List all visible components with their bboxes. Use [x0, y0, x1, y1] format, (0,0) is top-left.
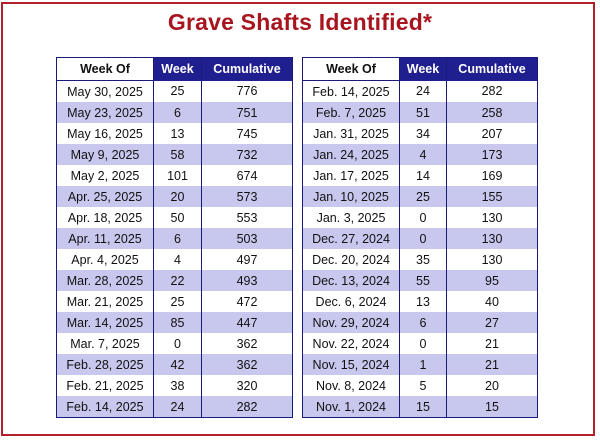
table-row — [57, 186, 293, 207]
table-row — [57, 102, 293, 123]
week-of-cell: May 9, 2025 — [57, 144, 154, 165]
cumulative-cell: 751 — [202, 102, 293, 123]
week-cell: 55 — [400, 270, 447, 291]
cumulative-cell: 20 — [447, 375, 538, 396]
week-of-cell: May 30, 2025 — [57, 81, 154, 103]
week-of-cell: Feb. 14, 2025 — [57, 396, 154, 418]
table-row — [57, 207, 293, 228]
right-header-row — [303, 58, 538, 81]
week-of-cell: Mar. 28, 2025 — [57, 270, 154, 291]
header-week-of: Week Of — [57, 58, 154, 81]
table-row — [303, 291, 538, 312]
table-row — [303, 186, 538, 207]
page-title: Grave Shafts Identified* — [167, 9, 433, 35]
week-cell: 13 — [154, 123, 202, 144]
week-cell: 25 — [154, 291, 202, 312]
table-row — [57, 249, 293, 270]
header-week: Week — [154, 58, 202, 81]
cumulative-cell: 27 — [447, 312, 538, 333]
cumulative-cell: 258 — [447, 102, 538, 123]
table-row — [57, 270, 293, 291]
week-cell: 85 — [154, 312, 202, 333]
table-row — [57, 81, 293, 103]
cumulative-cell: 320 — [202, 375, 293, 396]
week-cell: 0 — [400, 333, 447, 354]
week-cell: 51 — [400, 102, 447, 123]
cumulative-cell: 472 — [202, 291, 293, 312]
cumulative-cell: 776 — [202, 81, 293, 103]
cumulative-cell: 447 — [202, 312, 293, 333]
week-of-cell: Nov. 8, 2024 — [303, 375, 400, 396]
week-of-cell: Nov. 1, 2024 — [303, 396, 400, 418]
week-cell: 35 — [400, 249, 447, 270]
week-of-cell: Dec. 27, 2024 — [303, 228, 400, 249]
week-cell: 4 — [400, 144, 447, 165]
left-table — [56, 57, 293, 418]
week-of-cell: Mar. 21, 2025 — [57, 291, 154, 312]
cumulative-cell: 21 — [447, 333, 538, 354]
week-of-cell: Nov. 15, 2024 — [303, 354, 400, 375]
table-row — [57, 354, 293, 375]
week-cell: 101 — [154, 165, 202, 186]
week-cell: 14 — [400, 165, 447, 186]
table-row — [303, 207, 538, 228]
cumulative-cell: 282 — [447, 81, 538, 103]
cumulative-cell: 207 — [447, 123, 538, 144]
table-row — [303, 333, 538, 354]
week-of-cell: May 16, 2025 — [57, 123, 154, 144]
cumulative-cell: 155 — [447, 186, 538, 207]
week-cell: 58 — [154, 144, 202, 165]
week-of-cell: Apr. 11, 2025 — [57, 228, 154, 249]
week-of-cell: Jan. 17, 2025 — [303, 165, 400, 186]
week-of-cell: Nov. 29, 2024 — [303, 312, 400, 333]
week-of-cell: Apr. 18, 2025 — [57, 207, 154, 228]
week-of-cell: Jan. 31, 2025 — [303, 123, 400, 144]
week-cell: 24 — [400, 81, 447, 103]
week-of-cell: Feb. 21, 2025 — [57, 375, 154, 396]
week-of-cell: Apr. 25, 2025 — [57, 186, 154, 207]
header-cumulative: Cumulative — [447, 58, 538, 81]
week-of-cell: Mar. 7, 2025 — [57, 333, 154, 354]
cumulative-cell: 15 — [447, 396, 538, 418]
right-table-body — [303, 81, 538, 418]
cumulative-cell: 553 — [202, 207, 293, 228]
week-cell: 15 — [400, 396, 447, 418]
table-row — [303, 228, 538, 249]
cumulative-cell: 497 — [202, 249, 293, 270]
week-of-cell: Jan. 24, 2025 — [303, 144, 400, 165]
table-row — [303, 312, 538, 333]
table-row — [303, 102, 538, 123]
left-header-row — [57, 58, 293, 81]
week-of-cell: May 23, 2025 — [57, 102, 154, 123]
table-row — [57, 396, 293, 418]
table-row — [303, 375, 538, 396]
table-row — [57, 144, 293, 165]
table-row — [57, 375, 293, 396]
week-cell: 20 — [154, 186, 202, 207]
cumulative-cell: 493 — [202, 270, 293, 291]
week-of-cell: Nov. 22, 2024 — [303, 333, 400, 354]
cumulative-cell: 95 — [447, 270, 538, 291]
table-row — [303, 123, 538, 144]
cumulative-cell: 21 — [447, 354, 538, 375]
table-row — [57, 228, 293, 249]
cumulative-cell: 732 — [202, 144, 293, 165]
table-row — [57, 291, 293, 312]
cumulative-cell: 40 — [447, 291, 538, 312]
week-cell: 25 — [400, 186, 447, 207]
cumulative-cell: 362 — [202, 354, 293, 375]
table-row — [303, 165, 538, 186]
cumulative-cell: 169 — [447, 165, 538, 186]
week-cell: 0 — [154, 333, 202, 354]
week-cell: 0 — [400, 207, 447, 228]
cumulative-cell: 745 — [202, 123, 293, 144]
cumulative-cell: 130 — [447, 249, 538, 270]
week-of-cell: Jan. 10, 2025 — [303, 186, 400, 207]
header-week: Week — [400, 58, 447, 81]
week-cell: 34 — [400, 123, 447, 144]
week-cell: 1 — [400, 354, 447, 375]
week-cell: 25 — [154, 81, 202, 103]
week-of-cell: Apr. 4, 2025 — [57, 249, 154, 270]
week-cell: 22 — [154, 270, 202, 291]
table-row — [57, 165, 293, 186]
week-cell: 0 — [400, 228, 447, 249]
cumulative-cell: 503 — [202, 228, 293, 249]
week-cell: 42 — [154, 354, 202, 375]
week-cell: 4 — [154, 249, 202, 270]
table-row — [57, 123, 293, 144]
week-of-cell: Mar. 14, 2025 — [57, 312, 154, 333]
week-of-cell: Dec. 13, 2024 — [303, 270, 400, 291]
week-cell: 38 — [154, 375, 202, 396]
cumulative-cell: 674 — [202, 165, 293, 186]
week-cell: 24 — [154, 396, 202, 418]
table-row — [57, 333, 293, 354]
week-of-cell: Dec. 20, 2024 — [303, 249, 400, 270]
table-row — [303, 249, 538, 270]
cumulative-cell: 573 — [202, 186, 293, 207]
week-cell: 6 — [154, 228, 202, 249]
cumulative-cell: 130 — [447, 228, 538, 249]
right-table — [302, 57, 538, 418]
week-of-cell: May 2, 2025 — [57, 165, 154, 186]
header-cumulative: Cumulative — [202, 58, 293, 81]
cumulative-cell: 173 — [447, 144, 538, 165]
cumulative-cell: 362 — [202, 333, 293, 354]
week-cell: 50 — [154, 207, 202, 228]
table-row — [303, 144, 538, 165]
week-of-cell: Jan. 3, 2025 — [303, 207, 400, 228]
week-of-cell: Dec. 6, 2024 — [303, 291, 400, 312]
cumulative-cell: 130 — [447, 207, 538, 228]
header-week-of: Week Of — [303, 58, 400, 81]
week-of-cell: Feb. 7, 2025 — [303, 102, 400, 123]
week-cell: 6 — [154, 102, 202, 123]
week-cell: 5 — [400, 375, 447, 396]
week-cell: 13 — [400, 291, 447, 312]
table-row — [303, 396, 538, 418]
week-of-cell: Feb. 28, 2025 — [57, 354, 154, 375]
table-row — [303, 354, 538, 375]
week-of-cell: Feb. 14, 2025 — [303, 81, 400, 103]
table-row — [303, 270, 538, 291]
table-row — [57, 312, 293, 333]
table-row — [303, 81, 538, 103]
left-table-body — [57, 81, 293, 418]
week-cell: 6 — [400, 312, 447, 333]
cumulative-cell: 282 — [202, 396, 293, 418]
